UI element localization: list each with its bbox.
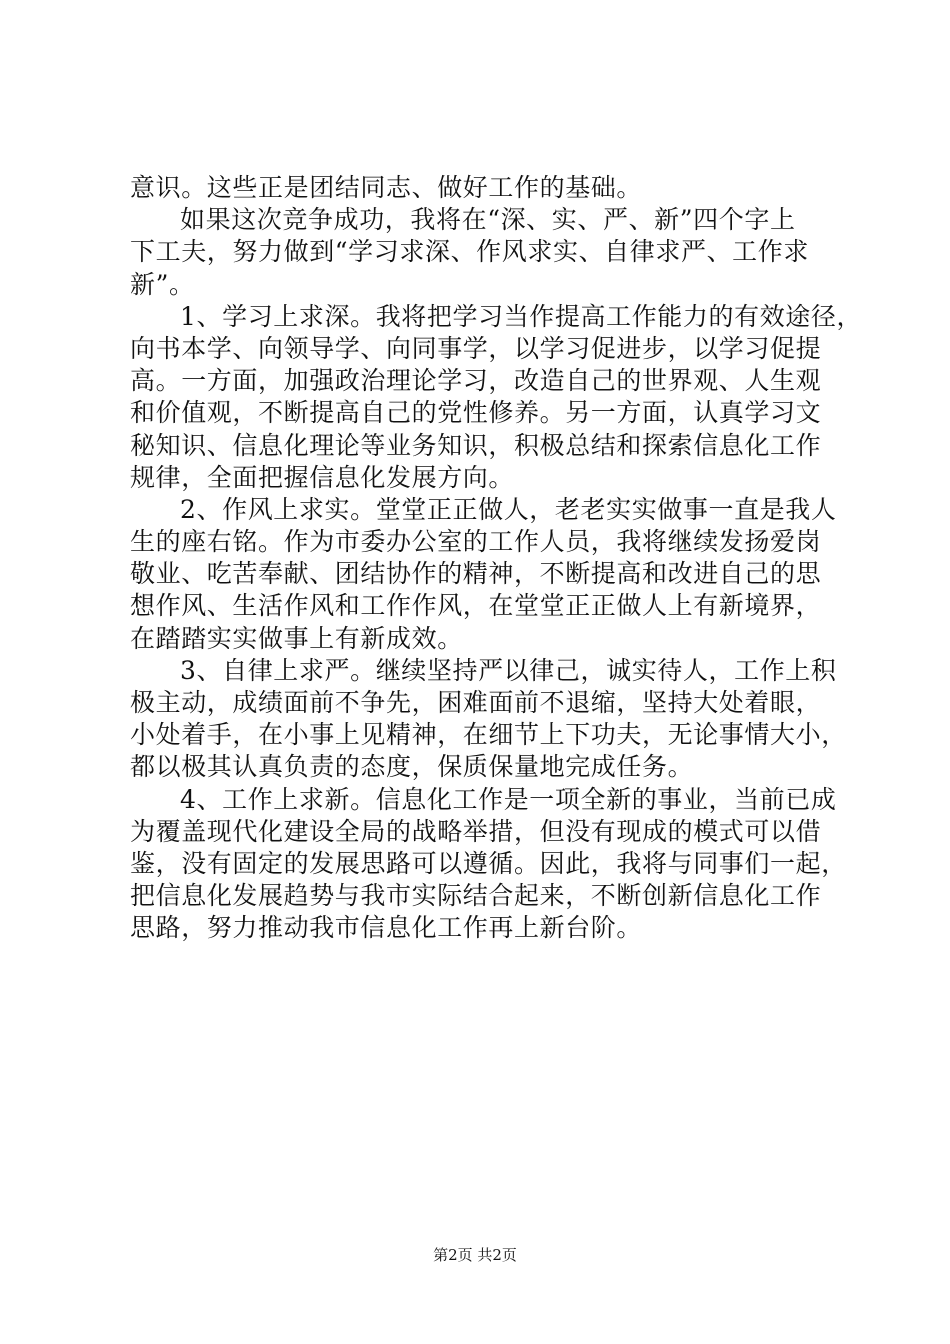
page-number: 第2页 共2页 [433, 1246, 517, 1264]
text-line: 在踏踏实实做事上有新成效。 [130, 623, 463, 653]
text-line: 小处着手，在小事上见精神，在细节上下功夫，无论事情大小， [130, 720, 847, 750]
paragraph-start-line: 1、学习上求深。我将把学习当作提高工作能力的有效途径， [180, 301, 863, 331]
text-line: 意识。这些正是团结同志、做好工作的基础。 [130, 173, 643, 202]
document-body [130, 172, 863, 945]
text-line: 秘知识、信息化理论等业务知识，积极总结和探索信息化工作 [130, 430, 822, 460]
text-line: 敬业、吃苦奉献、团结协作的精神，不断提高和改进自己的思 [130, 559, 822, 589]
text-line: 和价值观，不断提高自己的党性修养。另一方面，认真学习文 [130, 398, 822, 428]
paragraph-start-line: 4、工作上求新。信息化工作是一项全新的事业，当前已成 [180, 784, 837, 814]
paragraph-start-line: 如果这次竞争成功，我将在“深、实、严、新”四个字上 [180, 205, 796, 235]
text-line: 都以极其认真负责的态度，保质保量地完成任务。 [130, 752, 694, 782]
text-line: 规律，全面把握信息化发展方向。 [130, 462, 515, 492]
text-line: 为覆盖现代化建设全局的战略举措，但没有现成的模式可以借 [130, 816, 822, 846]
text-line: 新”。 [130, 269, 195, 299]
page-footer [0, 1244, 950, 1266]
text-line: 高。一方面，加强政治理论学习，改造自己的世界观、人生观 [130, 366, 822, 396]
paragraph-start-line: 2、作风上求实。堂堂正正做人，老老实实做事一直是我人 [180, 494, 837, 524]
text-line: 想作风、生活作风和工作作风，在堂堂正正做人上有新境界， [130, 591, 822, 621]
text-line: 鉴，没有固定的发展思路可以遵循。因此，我将与同事们一起， [130, 848, 847, 878]
text-line: 下工夫，努力做到“学习求深、作风求实、自律求严、工作求 [130, 237, 809, 267]
text-line: 极主动，成绩面前不争先，困难面前不退缩，坚持大处着眼， [130, 688, 822, 717]
text-line: 生的座右铭。作为市委办公室的工作人员，我将继续发扬爱岗 [130, 527, 822, 557]
paragraph-start-line: 3、自律上求严。继续坚持严以律己，诚实待人，工作上积 [180, 655, 837, 685]
text-line: 思路，努力推动我市信息化工作再上新台阶。 [130, 913, 643, 943]
text-line: 向书本学、向领导学、向同事学，以学习促进步，以学习促提 [130, 333, 822, 363]
text-line: 把信息化发展趋势与我市实际结合起来，不断创新信息化工作 [130, 881, 822, 911]
